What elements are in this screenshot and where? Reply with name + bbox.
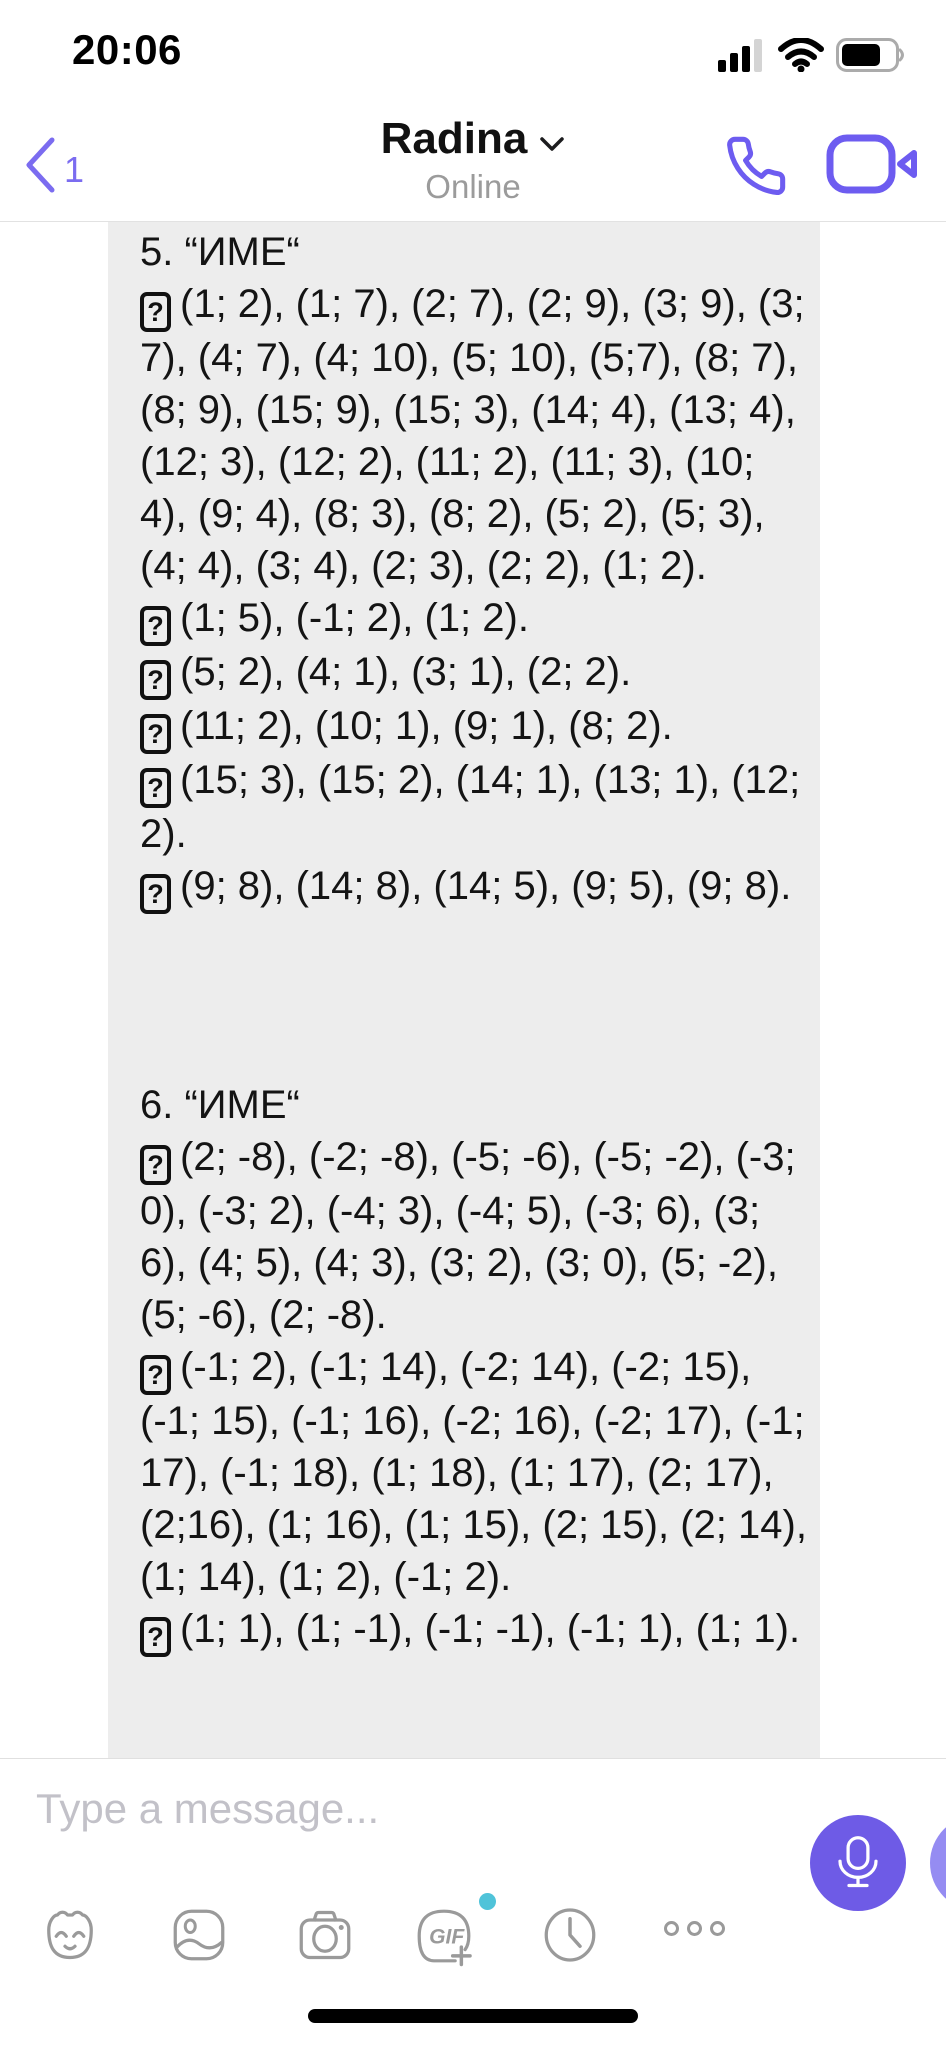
missing-glyph-icon: ? [140, 606, 171, 646]
coordinate-list [140, 646, 812, 700]
battery-icon [836, 38, 906, 72]
contact-info[interactable] [200, 114, 746, 206]
camera-icon [295, 1905, 355, 1965]
coords-text: (2; -8), (-2; -8), (-5; -6), (-5; -2), (-3; 0), (-3; 2), (-4; 3), (-4; 5), (-3; 6), (3; 6), (4; 5), (4; 3), (3; 2), (3; 0), (5; -2), (5; -6), (2; -8). [140, 1135, 807, 1337]
gif-button[interactable] [413, 1905, 473, 1965]
back-button[interactable] [22, 134, 84, 196]
coordinate-list [140, 1341, 819, 1603]
missing-glyph-icon: ? [140, 660, 171, 700]
message-heading: 6. “ИМЕ“ [140, 1083, 300, 1127]
missing-glyph-icon: ? [140, 1617, 171, 1657]
recent-content-button[interactable] [540, 1905, 600, 1965]
voice-message-button[interactable] [810, 1815, 906, 1911]
coordinate-list [140, 754, 812, 860]
sticker-bear-icon [40, 1905, 100, 1965]
cell-signal-icon [718, 38, 766, 72]
presence-status: Online [425, 168, 521, 205]
coords-text: (1; 1), (1; -1), (-1; -1), (-1; 1), (1; 1). [180, 1607, 801, 1651]
coordinate-list [140, 1603, 812, 1657]
video-call-button[interactable] [826, 134, 918, 194]
missing-glyph-icon: ? [140, 768, 171, 808]
photo-icon [169, 1905, 229, 1965]
gif-icon [413, 1905, 473, 1967]
coords-text: (9; 8), (14; 8), (14; 5), (9; 5), (9; 8). [180, 864, 792, 908]
coords-text: (11; 2), (10; 1), (9; 1), (8; 2). [180, 704, 673, 748]
status-icons [718, 38, 906, 72]
chat-header [0, 110, 946, 222]
chevron-down-icon [539, 126, 565, 152]
home-indicator[interactable] [308, 2009, 638, 2023]
phone-icon [724, 134, 788, 198]
coords-text: (5; 2), (4; 1), (3; 1), (2; 2). [180, 650, 632, 694]
coordinate-list [140, 592, 812, 646]
message-input[interactable] [36, 1785, 736, 1855]
coordinate-list [140, 278, 816, 592]
missing-glyph-icon: ? [140, 292, 171, 332]
microphone-icon [831, 1834, 885, 1892]
coordinate-list [140, 700, 812, 754]
composer-bar [0, 1758, 946, 2049]
contact-name: Radina [380, 114, 528, 163]
status-time: 20:06 [72, 26, 182, 73]
section-gap [140, 914, 812, 1079]
status-bar [0, 0, 946, 110]
message-section-5 [140, 226, 816, 914]
missing-glyph-icon: ? [140, 1145, 171, 1185]
coords-text: (-1; 2), (-1; 14), (-2; 14), (-2; 15), (-1; 15), (-1; 16), (-2; 16), (-2; 17), (-1; 17), (-1; 18), (1; 18), (1; 17), (2; 17), (2;16), (1; 16), (1; 15), (2; 15), (2; 14), (1; 14), (1; 2), (-1; 2). [140, 1345, 819, 1599]
unread-count-badge: 1 [64, 149, 85, 190]
ellipsis-dot-icon [687, 1921, 702, 1936]
message-section-6 [140, 1079, 819, 1657]
voice-call-button[interactable] [724, 134, 788, 198]
message-bubble[interactable] [108, 222, 820, 1758]
input-placeholder: Type a message... [36, 1785, 380, 1832]
chat-messages [0, 222, 946, 1758]
ellipsis-dot-icon [710, 1921, 725, 1936]
missing-glyph-icon: ? [140, 1355, 171, 1395]
ellipsis-dot-icon [664, 1921, 679, 1936]
attachment-toolbar [0, 1905, 946, 1969]
wifi-icon [778, 38, 824, 72]
missing-glyph-icon: ? [140, 714, 171, 754]
svg-text:GIF: GIF [429, 1925, 465, 1949]
video-camera-icon [826, 134, 918, 194]
coords-text: (1; 5), (-1; 2), (1; 2). [180, 596, 529, 640]
coords-text: (15; 3), (15; 2), (14; 1), (13; 1), (12; 2). [140, 758, 812, 856]
camera-button[interactable] [295, 1905, 355, 1965]
gallery-button[interactable] [169, 1905, 229, 1965]
clock-icon [540, 1905, 600, 1965]
secondary-action-button-peek[interactable] [930, 1815, 946, 1911]
coordinate-list [140, 860, 812, 914]
stickers-button[interactable] [40, 1905, 100, 1965]
coordinate-list [140, 1131, 812, 1341]
missing-glyph-icon: ? [140, 874, 171, 914]
gif-new-badge [479, 1893, 496, 1910]
coords-text: (1; 2), (1; 7), (2; 7), (2; 9), (3; 9), (3; 7), (4; 7), (4; 10), (5; 10), (5;7), (8; 7), (8; 9), (15; 9), (15; 3), (14; 4), (13; 4), (12; 3), (12; 2), (11; 2), (11; 3), (10; 4), (9; 4), (8; 3), (8; 2), (5; 2), (5; 3), (4; 4), (3; 4), (2; 3), (2; 2), (1; 2). [140, 282, 816, 588]
message-heading: 5. “ИМЕ“ [140, 230, 300, 274]
back-chevron-icon [22, 134, 58, 196]
more-options-button[interactable] [664, 1913, 736, 1943]
